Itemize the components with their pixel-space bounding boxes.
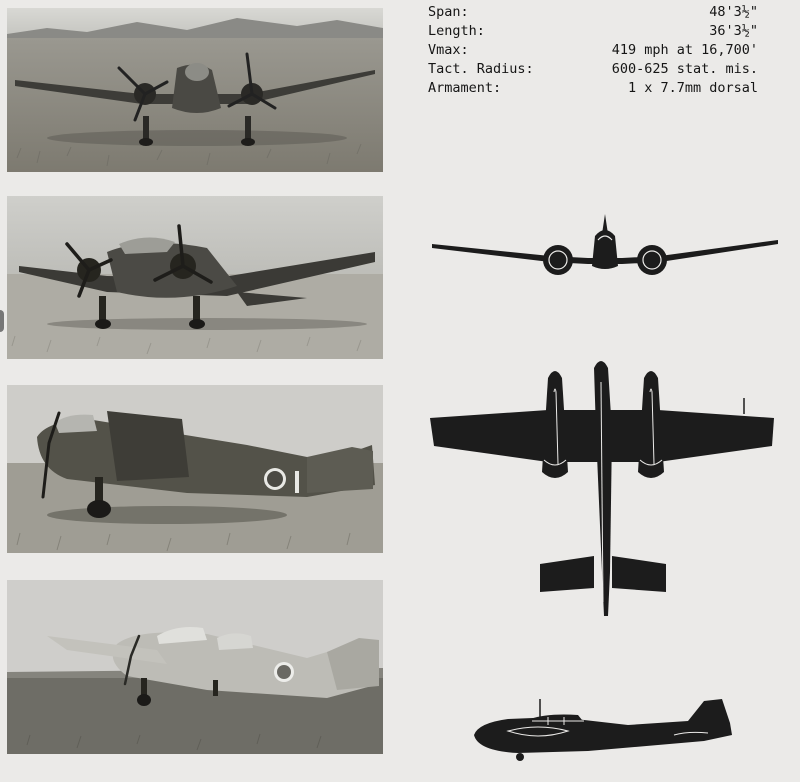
page-edge-mark [0,310,4,332]
spec-row-armament [428,79,768,98]
spec-label-span: Span: [428,4,469,20]
front-view-silhouette-icon [430,210,780,282]
spec-value-span: 48'3½" [709,4,758,20]
spec-table [428,3,768,98]
spec-row-length [428,22,768,41]
spec-row-vmax [428,41,768,60]
spec-label-tactical-radius: Tact. Radius: [428,61,534,77]
spec-label-armament: Armament: [428,80,502,96]
spec-row-tactical-radius [428,60,768,79]
side-view-silhouette-icon [468,695,736,767]
spec-value-tactical-radius: 600-625 stat. mis. [611,61,758,77]
aircraft-photo-1 [7,8,383,172]
spec-label-length: Length: [428,23,485,39]
aircraft-photo-4 [7,580,383,754]
spec-row-span [428,3,768,22]
spec-value-length: 36'3½" [709,23,758,39]
aircraft-photo-3 [7,385,383,553]
spec-label-vmax: Vmax: [428,42,469,58]
aircraft-photo-2 [7,196,383,359]
plan-view-silhouette-icon [428,352,778,618]
spec-value-vmax: 419 mph at 16,700' [611,42,758,58]
spec-value-armament: 1 x 7.7mm dorsal [627,80,758,96]
